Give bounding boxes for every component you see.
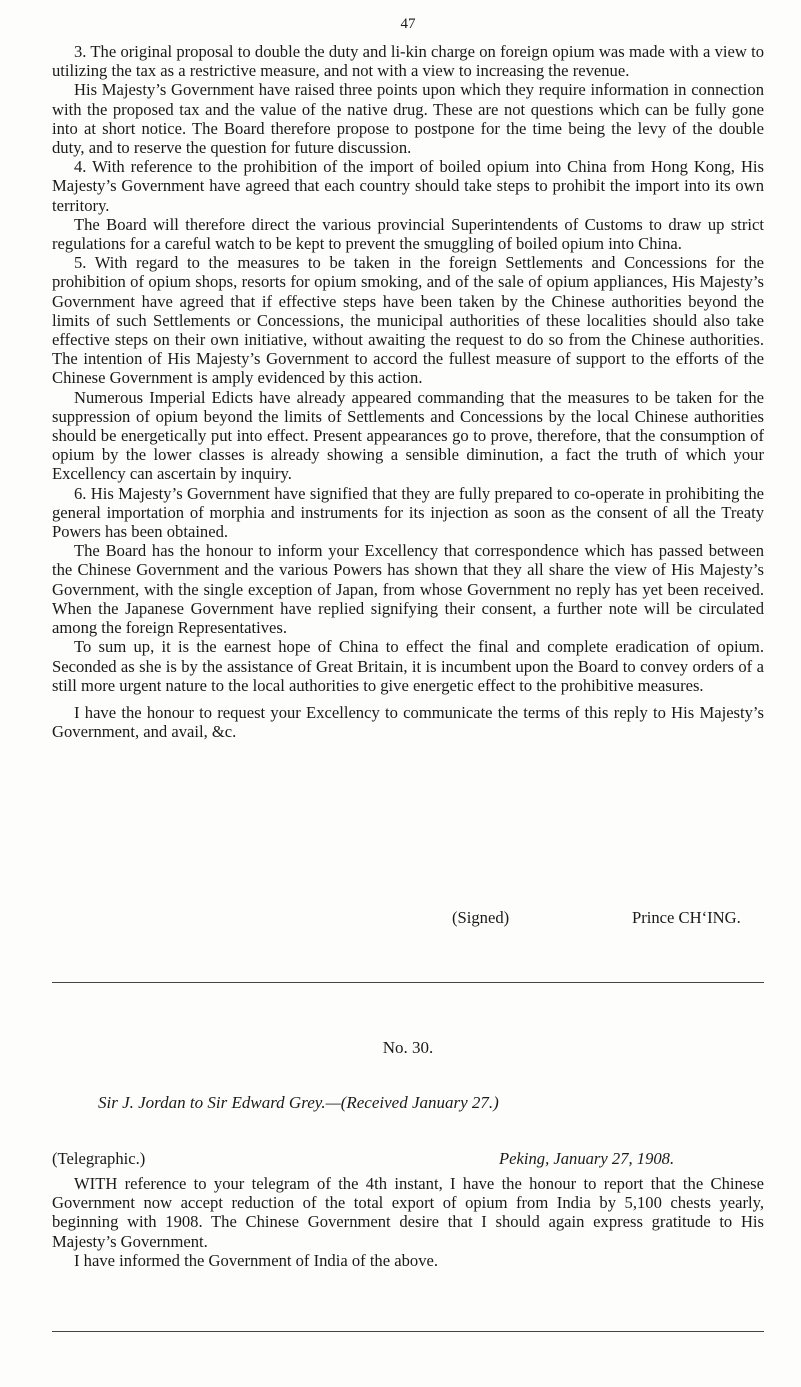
bottom-divider: [52, 1331, 764, 1332]
paragraph-5-continued: Numerous Imperial Edicts have already appeared commanding that the measures to be taken for the suppression of opium beyond the limits of Settlements and Concessions by the local Chinese authorities should be energetically put into effect. Present appearances go to prove, therefore, that the consumption of opium by the lower classes is already showing a sensible diminution, a fact the truth of which your Excellency can ascertain by inquiry.: [52, 387, 764, 484]
letter-body: [52, 42, 764, 741]
paragraph-closing: I have the honour to request your Excellency to communicate the terms of this reply to His Majesty’s Government, and avail, &c.: [52, 702, 764, 742]
signatory-name: Prince CH‘ING.: [632, 908, 741, 927]
telegram-paragraph: I have informed the Government of India of the above.: [74, 1250, 439, 1270]
paragraph-4-continued: The Board will therefore direct the various provincial Superintendents of Customs to draw up strict regulations for a careful watch to be kept to prevent the smuggling of boiled opium into China.: [52, 214, 764, 254]
telegraphic-label: (Telegraphic.): [52, 1149, 146, 1168]
paragraph-3-continued: His Majesty’s Government have raised three points upon which they require information in connection with the proposed tax and the value of the native drug. These are not questions which can be fully gone into at short notice. The Board therefore propose to postpone for the time being the levy of the double duty, and to reserve the question for future discussion.: [52, 80, 764, 158]
paragraph-3: 3. The original proposal to double the duty and li-kin charge on foreign opium was made with a view to utilizing the tax as a restrictive measure, and not with a view to increasing the revenue.: [52, 42, 764, 81]
paragraph-summary: To sum up, it is the earnest hope of China to effect the final and complete eradication of opium. Seconded as she is by the assistance of Great Britain, it is incumbent upon the Board to convey orders of a still more urgent nature to the local authorities to give energetic effect to the prohibitive measures.: [52, 637, 764, 695]
paragraph-6-continued: The Board has the honour to inform your Excellency that correspondence which has passed between the Chinese Government and the various Powers has shown that they all share the view of His Majesty’s Government, with the single exception of Japan, from whose Government no reply has yet been received. When the Japanese Government have replied signifying their consent, a further note will be circulated among the foreign Representatives.: [52, 541, 764, 638]
paragraph-4: 4. With reference to the prohibition of the import of boiled opium into China from Hong Kong, His Majesty’s Government have agreed that each country should take steps to prohibit the import into its own territory.: [52, 157, 764, 215]
paragraph-5: 5. With regard to the measures to be taken in the foreign Settlements and Concessions for the prohibition of opium shops, resorts for opium smoking, and of the sale of opium appliances, His Majesty’s Government have agreed that if effective steps have been taken by the Chinese authorities beyond the limits of such Settlements or Concessions, the municipal authorities of these localities should also take effective steps on their own initiative, without awaiting the request to do so from the Chinese authorities. The intention of His Majesty’s Government to accord the fullest measure of support to the efforts of the Chinese Government is amply evidenced by this action.: [52, 253, 764, 388]
paragraph-6: 6. His Majesty’s Government have signified that they are fully prepared to co-operate in prohibiting the general importation of morphia and instruments for its injection as soon as the consent of all the Treaty Powers has been obtained.: [52, 483, 764, 542]
document-number: No. 30.: [382, 1038, 434, 1057]
page-number: 47: [400, 16, 416, 32]
signed-label: (Signed): [452, 908, 510, 927]
correspondence-header: Sir J. Jordan to Sir Edward Grey.—(Received January 27.): [98, 1093, 499, 1112]
dateline: Peking, January 27, 1908.: [499, 1149, 675, 1168]
section-divider: [52, 982, 764, 983]
telegram-paragraph: WITH reference to your telegram of the 4th instant, I have the honour to report that the Chinese Government now accept reduction of the total export of opium from India by 5,100 chests yearly, beginning with 1908. The Chinese Government desire that I should again express gratitude to His Majesty’s Government.: [52, 1174, 764, 1251]
telegram-body: [52, 1170, 764, 1270]
